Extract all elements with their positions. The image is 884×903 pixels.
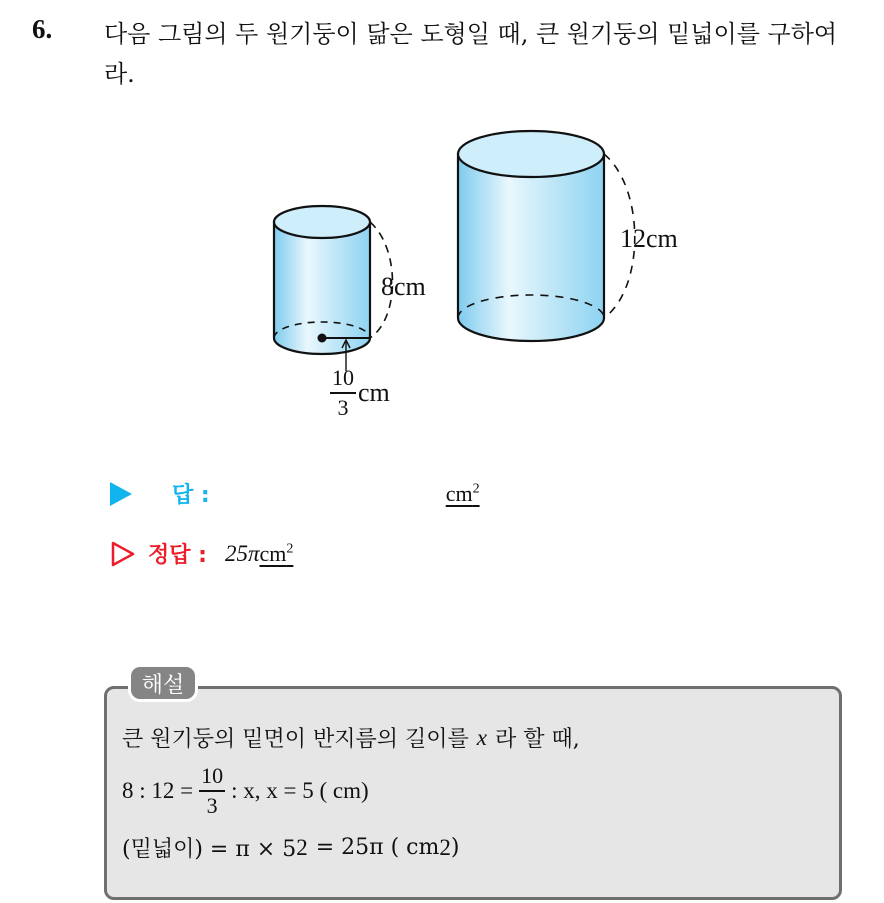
small-radius-label <box>330 366 390 420</box>
cylinders-figure <box>250 118 710 428</box>
explanation-line-1: 큰 원기둥의 밑면이 반지름의 길이를 x 라 할 때, <box>122 724 580 752</box>
small-height-label: 8cm <box>381 272 426 301</box>
question-text: 다음 그림의 두 원기둥이 닮은 도형일 때, 큰 원기둥의 밑넓이를 구하여라. <box>104 20 838 88</box>
large-cylinder <box>458 131 635 341</box>
radius-unit: cm <box>358 378 390 407</box>
answer-unit[interactable]: $cm^2$ <box>445 480 480 506</box>
small-cylinder <box>274 206 393 371</box>
correct-label: 정답 : <box>148 543 207 568</box>
play-icon <box>110 482 132 506</box>
answer-label: 답 : <box>172 483 210 508</box>
radius-numerator: 10 <box>332 365 354 390</box>
play-outline-icon <box>110 541 136 567</box>
question-number: 6. <box>32 14 53 44</box>
explanation-tag: 해설 <box>128 664 198 702</box>
correct-unit: $cm^2$ <box>259 540 294 566</box>
explanation-line-3: (밑넓이) = π × 5 2 = 25π ( cm 2 ) <box>122 834 460 862</box>
radius-denominator: 3 <box>337 395 349 420</box>
correct-row <box>110 538 293 569</box>
correct-value: 25π <box>224 540 260 566</box>
answer-row <box>110 478 480 509</box>
large-height-label: 12cm <box>620 224 678 253</box>
explanation-line-2: 8 : 12 = $\frac{10}{3}$ : x, x = 5 ( cm) <box>122 763 369 818</box>
